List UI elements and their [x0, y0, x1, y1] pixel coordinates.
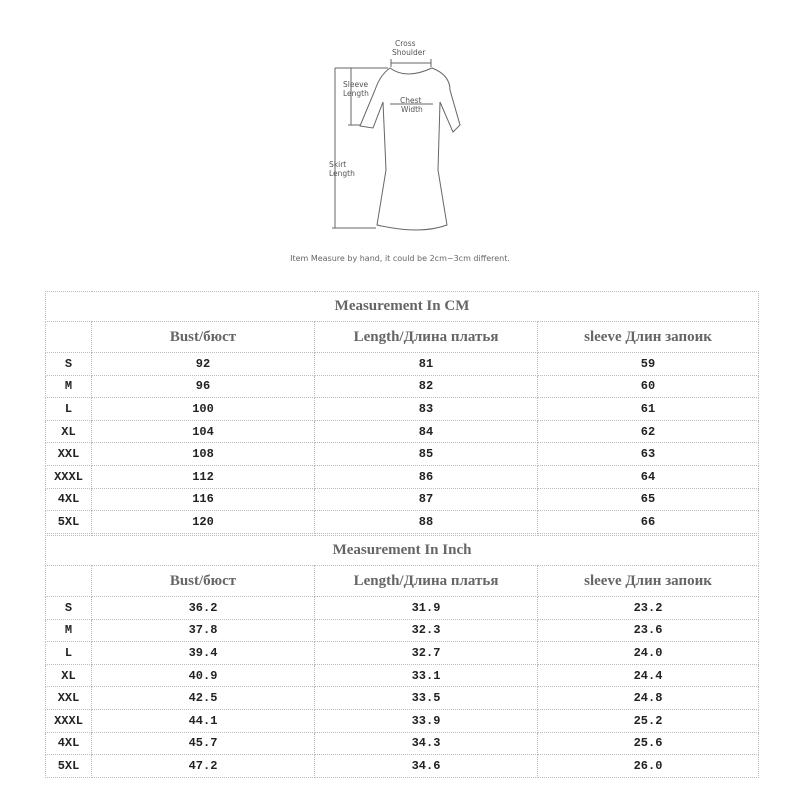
header-cell [46, 322, 92, 353]
value-cell: 60 [538, 375, 759, 398]
value-cell: 36.2 [92, 597, 315, 620]
table-row [46, 619, 759, 642]
value-cell: 33.5 [315, 687, 538, 710]
value-cell: 120 [92, 511, 315, 534]
value-cell: 92 [92, 353, 315, 376]
dress-outline-icon [280, 30, 520, 270]
size-cell: 4XL [46, 488, 92, 511]
table-row [46, 353, 759, 376]
value-cell: 24.4 [538, 664, 759, 687]
value-cell: 112 [92, 465, 315, 488]
size-cell: XXXL [46, 709, 92, 732]
value-cell: 61 [538, 398, 759, 421]
value-cell: 34.6 [315, 755, 538, 778]
header-cell: Length/Длина платья [315, 322, 538, 353]
size-cell: XL [46, 420, 92, 443]
table-title: Measurement In CM [46, 292, 759, 322]
value-cell: 45.7 [92, 732, 315, 755]
value-cell: 33.9 [315, 709, 538, 732]
header-cell: Length/Длина платья [315, 566, 538, 597]
value-cell: 64 [538, 465, 759, 488]
table-row [46, 755, 759, 778]
value-cell: 26.0 [538, 755, 759, 778]
shoulder-label: Shoulder [392, 48, 426, 57]
value-cell: 100 [92, 398, 315, 421]
table-row [46, 642, 759, 665]
value-cell: 25.6 [538, 732, 759, 755]
size-cell: XXL [46, 443, 92, 466]
value-cell: 47.2 [92, 755, 315, 778]
chest-label: Chest [400, 96, 422, 105]
value-cell: 62 [538, 420, 759, 443]
size-cell: M [46, 375, 92, 398]
value-cell: 24.8 [538, 687, 759, 710]
sleeve-length-label: Length [343, 89, 369, 98]
table-row [46, 488, 759, 511]
size-cell: L [46, 642, 92, 665]
header-row [46, 566, 759, 597]
header-cell [46, 566, 92, 597]
value-cell: 88 [315, 511, 538, 534]
sleeve-label: Sleeve [343, 80, 369, 89]
table-row [46, 465, 759, 488]
size-cell: M [46, 619, 92, 642]
table-row [46, 687, 759, 710]
value-cell: 23.6 [538, 619, 759, 642]
size-cell: XXL [46, 687, 92, 710]
value-cell: 65 [538, 488, 759, 511]
size-cell: XL [46, 664, 92, 687]
value-cell: 81 [315, 353, 538, 376]
dress-size-diagram [280, 30, 520, 270]
value-cell: 83 [315, 398, 538, 421]
value-cell: 37.8 [92, 619, 315, 642]
value-cell: 23.2 [538, 597, 759, 620]
size-cell: 5XL [46, 755, 92, 778]
value-cell: 44.1 [92, 709, 315, 732]
value-cell: 87 [315, 488, 538, 511]
size-cell: S [46, 597, 92, 620]
table-row [46, 375, 759, 398]
header-cell: sleeve Длин запоик [538, 322, 759, 353]
value-cell: 63 [538, 443, 759, 466]
header-cell: sleeve Длин запоик [538, 566, 759, 597]
value-cell: 104 [92, 420, 315, 443]
skirt-label: Skirt [329, 160, 347, 169]
header-cell: Bust/бюст [92, 322, 315, 353]
size-cell: 4XL [46, 732, 92, 755]
value-cell: 33.1 [315, 664, 538, 687]
table-row [46, 664, 759, 687]
value-cell: 40.9 [92, 664, 315, 687]
inch-size-table [45, 535, 759, 778]
value-cell: 86 [315, 465, 538, 488]
size-cell: 5XL [46, 511, 92, 534]
value-cell: 25.2 [538, 709, 759, 732]
value-cell: 31.9 [315, 597, 538, 620]
value-cell: 32.3 [315, 619, 538, 642]
value-cell: 34.3 [315, 732, 538, 755]
size-cell: L [46, 398, 92, 421]
value-cell: 116 [92, 488, 315, 511]
width-label: Width [401, 105, 423, 114]
table-row [46, 511, 759, 534]
table-row [46, 398, 759, 421]
table-row [46, 443, 759, 466]
measurement-note: Item Measure by hand, it could be 2cm~3cm different. [290, 254, 510, 263]
value-cell: 42.5 [92, 687, 315, 710]
table-row [46, 597, 759, 620]
header-row [46, 322, 759, 353]
table-row [46, 709, 759, 732]
value-cell: 66 [538, 511, 759, 534]
value-cell: 24.0 [538, 642, 759, 665]
size-cell: S [46, 353, 92, 376]
value-cell: 82 [315, 375, 538, 398]
value-cell: 96 [92, 375, 315, 398]
table-row [46, 420, 759, 443]
header-cell: Bust/бюст [92, 566, 315, 597]
value-cell: 108 [92, 443, 315, 466]
cross-label: Cross [395, 39, 416, 48]
value-cell: 59 [538, 353, 759, 376]
value-cell: 39.4 [92, 642, 315, 665]
size-cell: XXXL [46, 465, 92, 488]
value-cell: 85 [315, 443, 538, 466]
value-cell: 32.7 [315, 642, 538, 665]
table-title: Measurement In Inch [46, 536, 759, 566]
skirt-length-label: Length [329, 169, 355, 178]
table-row [46, 732, 759, 755]
value-cell: 84 [315, 420, 538, 443]
cm-size-table [45, 291, 759, 534]
